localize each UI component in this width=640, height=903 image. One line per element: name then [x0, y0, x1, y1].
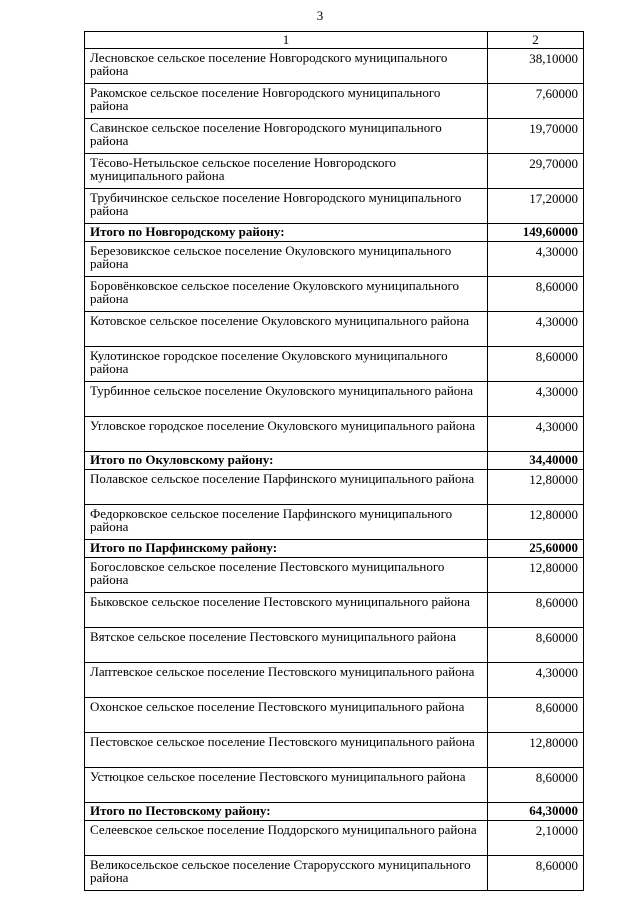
district-total-label: Итого по Новгородскому району: [85, 224, 488, 242]
settlement-value: 7,60000 [488, 84, 584, 119]
table-header-row [85, 32, 584, 49]
settlement-value: 12,80000 [488, 505, 584, 540]
table-row [85, 382, 584, 417]
table-row [85, 189, 584, 224]
district-total-row [85, 224, 584, 242]
table-row [85, 593, 584, 628]
settlement-value: 12,80000 [488, 733, 584, 768]
table-row [85, 242, 584, 277]
settlement-value: 29,70000 [488, 154, 584, 189]
settlement-name: Березовикское сельское поселение Окуловского муниципального района [85, 242, 488, 277]
settlement-value: 19,70000 [488, 119, 584, 154]
table-row [85, 628, 584, 663]
settlement-value: 8,60000 [488, 768, 584, 803]
settlement-name: Селеевское сельское поселение Поддорского муниципального района [85, 821, 488, 856]
table-row [85, 768, 584, 803]
settlement-name: Боровёнковское сельское поселение Окуловского муниципального района [85, 277, 488, 312]
settlement-value: 12,80000 [488, 470, 584, 505]
settlement-name: Кулотинское городское поселение Окуловского муниципального района [85, 347, 488, 382]
settlement-value: 2,10000 [488, 821, 584, 856]
district-total-row [85, 803, 584, 821]
settlement-name: Федорковское сельское поселение Парфинского муниципального района [85, 505, 488, 540]
settlement-name: Угловское городское поселение Окуловского муниципального района [85, 417, 488, 452]
settlement-name: Полавское сельское поселение Парфинского муниципального района [85, 470, 488, 505]
settlement-value: 38,10000 [488, 49, 584, 84]
settlement-name: Лесновское сельское поселение Новгородского муниципального района [85, 49, 488, 84]
settlement-value: 4,30000 [488, 417, 584, 452]
settlement-name: Котовское сельское поселение Окуловского муниципального района [85, 312, 488, 347]
district-total-value: 149,60000 [488, 224, 584, 242]
settlement-value: 4,30000 [488, 312, 584, 347]
allocation-table [84, 31, 584, 891]
table-row [85, 119, 584, 154]
settlement-value: 8,60000 [488, 593, 584, 628]
table-row [85, 856, 584, 891]
settlement-name: Лаптевское сельское поселение Пестовского муниципального района [85, 663, 488, 698]
table-row [85, 347, 584, 382]
table-row [85, 154, 584, 189]
table-row [85, 558, 584, 593]
settlement-value: 4,30000 [488, 663, 584, 698]
table-row [85, 312, 584, 347]
settlement-value: 4,30000 [488, 382, 584, 417]
table-row [85, 49, 584, 84]
settlement-value: 8,60000 [488, 628, 584, 663]
table-row [85, 417, 584, 452]
settlement-name: Ракомское сельское поселение Новгородского муниципального района [85, 84, 488, 119]
settlement-name: Вятское сельское поселение Пестовского муниципального района [85, 628, 488, 663]
table-row [85, 470, 584, 505]
table-row [85, 84, 584, 119]
settlement-value: 12,80000 [488, 558, 584, 593]
settlement-value: 8,60000 [488, 698, 584, 733]
column-header-1: 1 [85, 32, 488, 49]
settlement-name: Тёсово-Нетыльское сельское поселение Новгородского муниципального района [85, 154, 488, 189]
settlement-value: 8,60000 [488, 277, 584, 312]
settlement-value: 8,60000 [488, 856, 584, 891]
settlement-name: Трубичинское сельское поселение Новгородского муниципального района [85, 189, 488, 224]
district-total-row [85, 540, 584, 558]
settlement-name: Турбинное сельское поселение Окуловского муниципального района [85, 382, 488, 417]
column-header-2: 2 [488, 32, 584, 49]
district-total-value: 25,60000 [488, 540, 584, 558]
settlement-name: Устюцкое сельское поселение Пестовского муниципального района [85, 768, 488, 803]
table-row [85, 505, 584, 540]
district-total-label: Итого по Пестовскому району: [85, 803, 488, 821]
settlement-name: Савинское сельское поселение Новгородского муниципального района [85, 119, 488, 154]
settlement-value: 8,60000 [488, 347, 584, 382]
district-total-label: Итого по Окуловскому району: [85, 452, 488, 470]
settlement-value: 4,30000 [488, 242, 584, 277]
settlement-name: Быковское сельское поселение Пестовского муниципального района [85, 593, 488, 628]
table-row [85, 663, 584, 698]
district-total-value: 64,30000 [488, 803, 584, 821]
settlement-name: Великосельское сельское поселение Старорусского муниципального района [85, 856, 488, 891]
settlement-name: Охонское сельское поселение Пестовского муниципального района [85, 698, 488, 733]
settlement-value: 17,20000 [488, 189, 584, 224]
district-total-row [85, 452, 584, 470]
table-row [85, 733, 584, 768]
settlement-name: Богословское сельское поселение Пестовского муниципального района [85, 558, 488, 593]
district-total-value: 34,40000 [488, 452, 584, 470]
settlement-name: Пестовское сельское поселение Пестовского муниципального района [85, 733, 488, 768]
table-body [85, 32, 584, 891]
table-row [85, 277, 584, 312]
page-number: 3 [316, 8, 324, 23]
table-row [85, 698, 584, 733]
table-row [85, 821, 584, 856]
district-total-label: Итого по Парфинскому району: [85, 540, 488, 558]
